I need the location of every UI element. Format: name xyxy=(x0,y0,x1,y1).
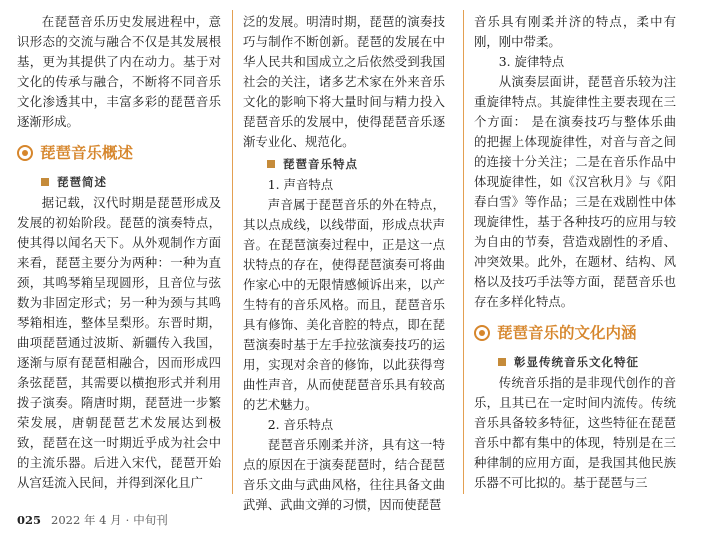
subsection-title: 彰显传统音乐文化特征 xyxy=(514,355,639,369)
column-2 xyxy=(243,12,445,515)
circle-bullet-icon xyxy=(474,325,490,341)
paragraph: 据记载，汉代时期是琵琶形成及发展的初始阶段。琵琶的演奏特点，使其得以闻名天下。从外观制作方面来看，琵琶主要分为两种：一种为直颈，其鸣琴箱呈现圆形，且音位与弦数为非固定形式；另一种为颈与其鸣琴箱相连，整体呈梨形。东晋时期，曲项琵琶通过波斯、新疆传入我国，逐渐与原有琵琶相融合，因而形成四条弦琵琶，其需要以横抱形式并利用拨子演奏。隋唐时期，琵琶进一步繁荣发展，唐朝琵琶艺术发展达到极致，琵琶在这一时期近乎成为社会中的主流乐器。后进入宋代，琵琶开始从宫廷流入民间，并得到深化且广 xyxy=(17,195,221,490)
subsection-title: 琵琶简述 xyxy=(57,175,107,189)
subsection-heading xyxy=(498,352,676,372)
square-bullet-icon xyxy=(498,358,506,366)
paragraph: 从演奏层面讲，琵琶音乐较为注重旋律特点。其旋律性主要表现在三个方面： 是在演奏技巧与整体乐曲的把握上体现旋律性，对音与音之间的连接十分关注；二是在音乐作品中体现旋律性，如《汉宫秋月》与《阳春白雪》等作品；三是在戏剧性中体现旋律性，基于各种技巧的应用与较为自由的节奏，营造戏剧性的矛盾、冲突效果。此外，在题材、结构、风格以及技巧手法等方面，琵琶音乐也存在多样化特点。 xyxy=(474,74,676,309)
page-footer xyxy=(17,512,168,528)
item-heading: 3. 旋律特点 xyxy=(498,54,565,69)
circle-bullet-icon xyxy=(17,145,33,161)
separator: · xyxy=(125,513,130,527)
section-title: 琵琶音乐的文化内涵 xyxy=(497,324,637,342)
column-divider xyxy=(463,10,464,494)
paragraph: 泛的发展。明清时期，琵琶的演奏技巧与制作不断创新。琵琶的发展在中华人民共和国成立之后依然受到我国社会的关注，诸多艺术家在外来音乐文化的影响下将大量时间与精力投入琵琶音乐的发展中，使得琵琶音乐逐渐专业化、规范化。 xyxy=(243,14,445,149)
subsection-title: 琵琶音乐特点 xyxy=(283,157,358,171)
paragraph: 在琵琶音乐历史发展进程中，意识形态的交流与融合不仅是其发展根基，更为其提供了内在动力。基于对文化的传承与融合，不断将不同音乐文化渗透其中，丰富多彩的琵琶音乐逐渐形成。 xyxy=(17,14,221,129)
subsection-heading xyxy=(267,154,445,174)
section-title: 琵琶音乐概述 xyxy=(40,144,134,162)
column-divider xyxy=(232,10,233,494)
square-bullet-icon xyxy=(41,178,49,186)
item-heading: 1. 声音特点 xyxy=(267,177,334,192)
section-heading xyxy=(474,321,676,345)
journal-name: 中旬刊 xyxy=(133,513,168,527)
section-heading xyxy=(17,141,221,165)
paragraph: 传统音乐指的是非现代创作的音乐，且其已在一定时间内流传。传统音乐具备较多特征，这些特征在琵琶音乐中都有集中的体现，特别是在三种律制的应用方面，是我国其他民族乐器不可比拟的。基于琵琶与三 xyxy=(474,375,676,490)
paragraph: 音乐具有刚柔并济的特点，柔中有刚，刚中带柔。 xyxy=(474,14,676,49)
page-number: 025 xyxy=(17,513,42,527)
issue-date: 2022 年 4 月 xyxy=(51,513,122,527)
square-bullet-icon xyxy=(267,160,275,168)
column-1 xyxy=(17,12,221,493)
subsection-heading xyxy=(41,172,221,192)
paragraph: 声音属于琵琶音乐的外在特点，其以点成线，以线带面，形成点状声音。在琵琶演奏过程中，正是这一点状特点的存在，使得琵琶演奏可将曲作家心中的无限情感倾诉出来，以产生特有的音乐风格。而且，琵琶音乐具有修饰、美化音腔的特点，即在琵琶演奏时基于左手拉弦演奏技巧的运用，实现对余音的修饰，以此获得弯曲性声音，从而使琵琶音乐具有较高的艺术魅力。 xyxy=(243,197,445,412)
item-heading: 2. 音乐特点 xyxy=(267,417,334,432)
column-3 xyxy=(474,12,676,493)
paragraph: 琵琶音乐刚柔并济，具有这一特点的原因在于演奏琵琶时，结合琵琶音乐文曲与武曲风格，往往具备文曲武弹、武曲文弹的习惯，因而使琵琶 xyxy=(243,437,445,512)
